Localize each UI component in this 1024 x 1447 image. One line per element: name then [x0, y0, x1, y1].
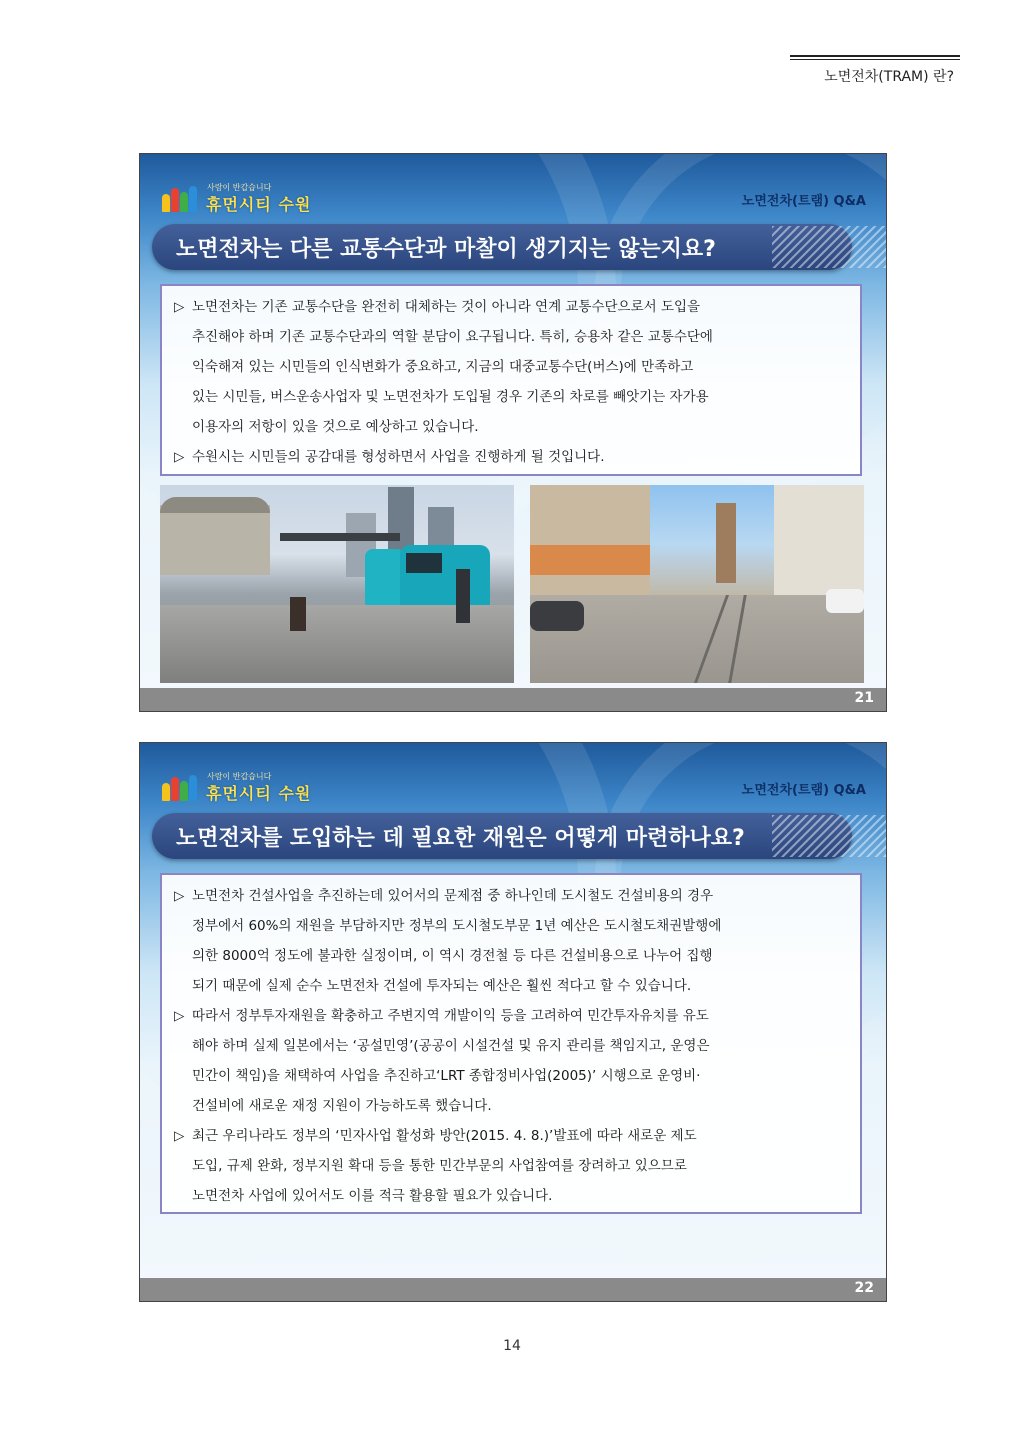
- bullet-arrow-icon: ▷: [174, 888, 185, 904]
- people-figures-icon: [162, 771, 202, 801]
- bullet-item: [174, 442, 850, 472]
- bullet-item: [174, 1121, 850, 1211]
- bullet-item: [174, 292, 850, 442]
- shelter-roof: [280, 533, 400, 541]
- header-rule: [790, 55, 960, 57]
- station-building: [160, 505, 270, 575]
- bullet-line: 따라서 정부투자재원을 확충하고 주변지역 개발이익 등을 고려하여 민간투자유치를 유도: [192, 1008, 709, 1024]
- bullet-line: 정부에서 60%의 재원을 부담하지만 정부의 도시철도부문 1년 예산은 도시철도채권발행에: [192, 918, 722, 934]
- shop-awning: [530, 545, 650, 575]
- parked-car: [826, 589, 864, 613]
- bullet-line: 해야 하며 실제 일본에서는 ‘공설민영’(공공이 시설건설 및 유지 관리를 책임지고, 운영은: [192, 1038, 710, 1054]
- slide-footer-bar: [140, 1278, 886, 1301]
- slide-title: 노면전차는 다른 교통수단과 마찰이 생기지는 않는지요?: [176, 237, 716, 262]
- bullet-line: 추진해야 하며 기존 교통수단과의 역할 분담이 요구됩니다. 특히, 승용차 같은 교통수단에: [192, 329, 713, 345]
- logo-name: 휴먼시티 수원: [206, 195, 312, 214]
- slide-number: 22: [854, 1280, 874, 1296]
- bullet-line: 최근 우리나라도 정부의 ‘민자사업 활성화 방안(2015. 4. 8.)’발표에 따라 새로운 제도: [192, 1128, 697, 1144]
- title-banner: [152, 224, 852, 270]
- bullet-arrow-icon: ▷: [174, 299, 185, 315]
- bullet-line: 노면전차는 기존 교통수단을 완전히 대체하는 것이 아니라 연계 교통수단으로서 도입을: [192, 299, 701, 315]
- logo-name: 휴먼시티 수원: [206, 784, 312, 803]
- pedestrian: [290, 597, 306, 631]
- slide-footer-bar: [140, 688, 886, 711]
- header-rule-thin: [790, 59, 960, 60]
- bullet-line: 있는 시민들, 버스운송사업자 및 노면전차가 도입될 경우 기존의 차로를 빼앗기는 자가용: [192, 389, 709, 405]
- bullet-line: 건설비에 새로운 재정 지원이 가능하도록 했습니다.: [192, 1098, 492, 1114]
- bullet-line: 민간이 책임)을 채택하여 사업을 추진하고‘LRT 종합정비사업(2005)’ 시행으로 운영비·: [192, 1068, 701, 1084]
- logo-slogan: 사람이 반갑습니다: [207, 183, 272, 192]
- slide-tag: 노면전차(트램) Q&A: [741, 783, 866, 798]
- content-box: [160, 873, 862, 1214]
- bullet-line: 도입, 규제 완화, 정부지원 확대 등을 통한 민간부문의 사업참여를 장려하고 있으므로: [192, 1158, 687, 1174]
- street-building: [774, 485, 864, 595]
- slide-21: [139, 153, 887, 712]
- bullet-arrow-icon: ▷: [174, 449, 185, 465]
- page-number: 14: [503, 1338, 521, 1354]
- bullet-line: 노면전차 건설사업을 추진하는데 있어서의 문제점 중 하나인데 도시철도 건설비용의 경우: [192, 888, 714, 904]
- tram-station-photo: [160, 485, 514, 683]
- slide-title: 노면전차를 도입하는 데 필요한 재원은 어떻게 마련하나요?: [176, 826, 745, 851]
- logo-slogan: 사람이 반갑습니다: [207, 772, 272, 781]
- bullet-line: 수원시는 시민들의 공감대를 형성하면서 사업을 진행하게 될 것입니다.: [192, 449, 605, 465]
- slide-number: 21: [854, 690, 874, 706]
- page-header-title: 노면전차(TRAM) 란?: [824, 69, 954, 85]
- people-figures-icon: [162, 182, 202, 212]
- bullet-arrow-icon: ▷: [174, 1128, 185, 1144]
- church-tower: [716, 503, 736, 583]
- pedestrian: [456, 569, 470, 623]
- tram-window: [406, 553, 442, 573]
- parked-car: [530, 601, 584, 631]
- bullet-line: 이용자의 저항이 있을 것으로 예상하고 있습니다.: [192, 419, 479, 435]
- tram-street-photo: [530, 485, 864, 683]
- banner-stripes: [772, 815, 887, 857]
- bullet-item: [174, 1001, 850, 1121]
- banner-stripes: [772, 226, 887, 268]
- title-banner: [152, 813, 852, 859]
- content-box: [160, 284, 862, 476]
- bullet-line: 노면전차 사업에 있어서도 이를 적극 활용할 필요가 있습니다.: [192, 1188, 553, 1204]
- tram: [365, 549, 405, 605]
- bullet-arrow-icon: ▷: [174, 1008, 185, 1024]
- bullet-line: 되기 때문에 실제 순수 노면전차 건설에 투자되는 예산은 훨씬 적다고 할 수 있습니다.: [192, 978, 692, 994]
- slide-tag: 노면전차(트램) Q&A: [741, 194, 866, 209]
- station-roof: [160, 497, 270, 513]
- bullet-item: [174, 881, 850, 1001]
- slide-22: [139, 742, 887, 1302]
- bullet-line: 의한 8000억 정도에 불과한 실정이며, 이 역시 경전철 등 다른 건설비용으로 나누어 집행: [192, 948, 713, 964]
- bullet-line: 익숙해져 있는 시민들의 인식변화가 중요하고, 지금의 대중교통수단(버스)에 만족하고: [192, 359, 694, 375]
